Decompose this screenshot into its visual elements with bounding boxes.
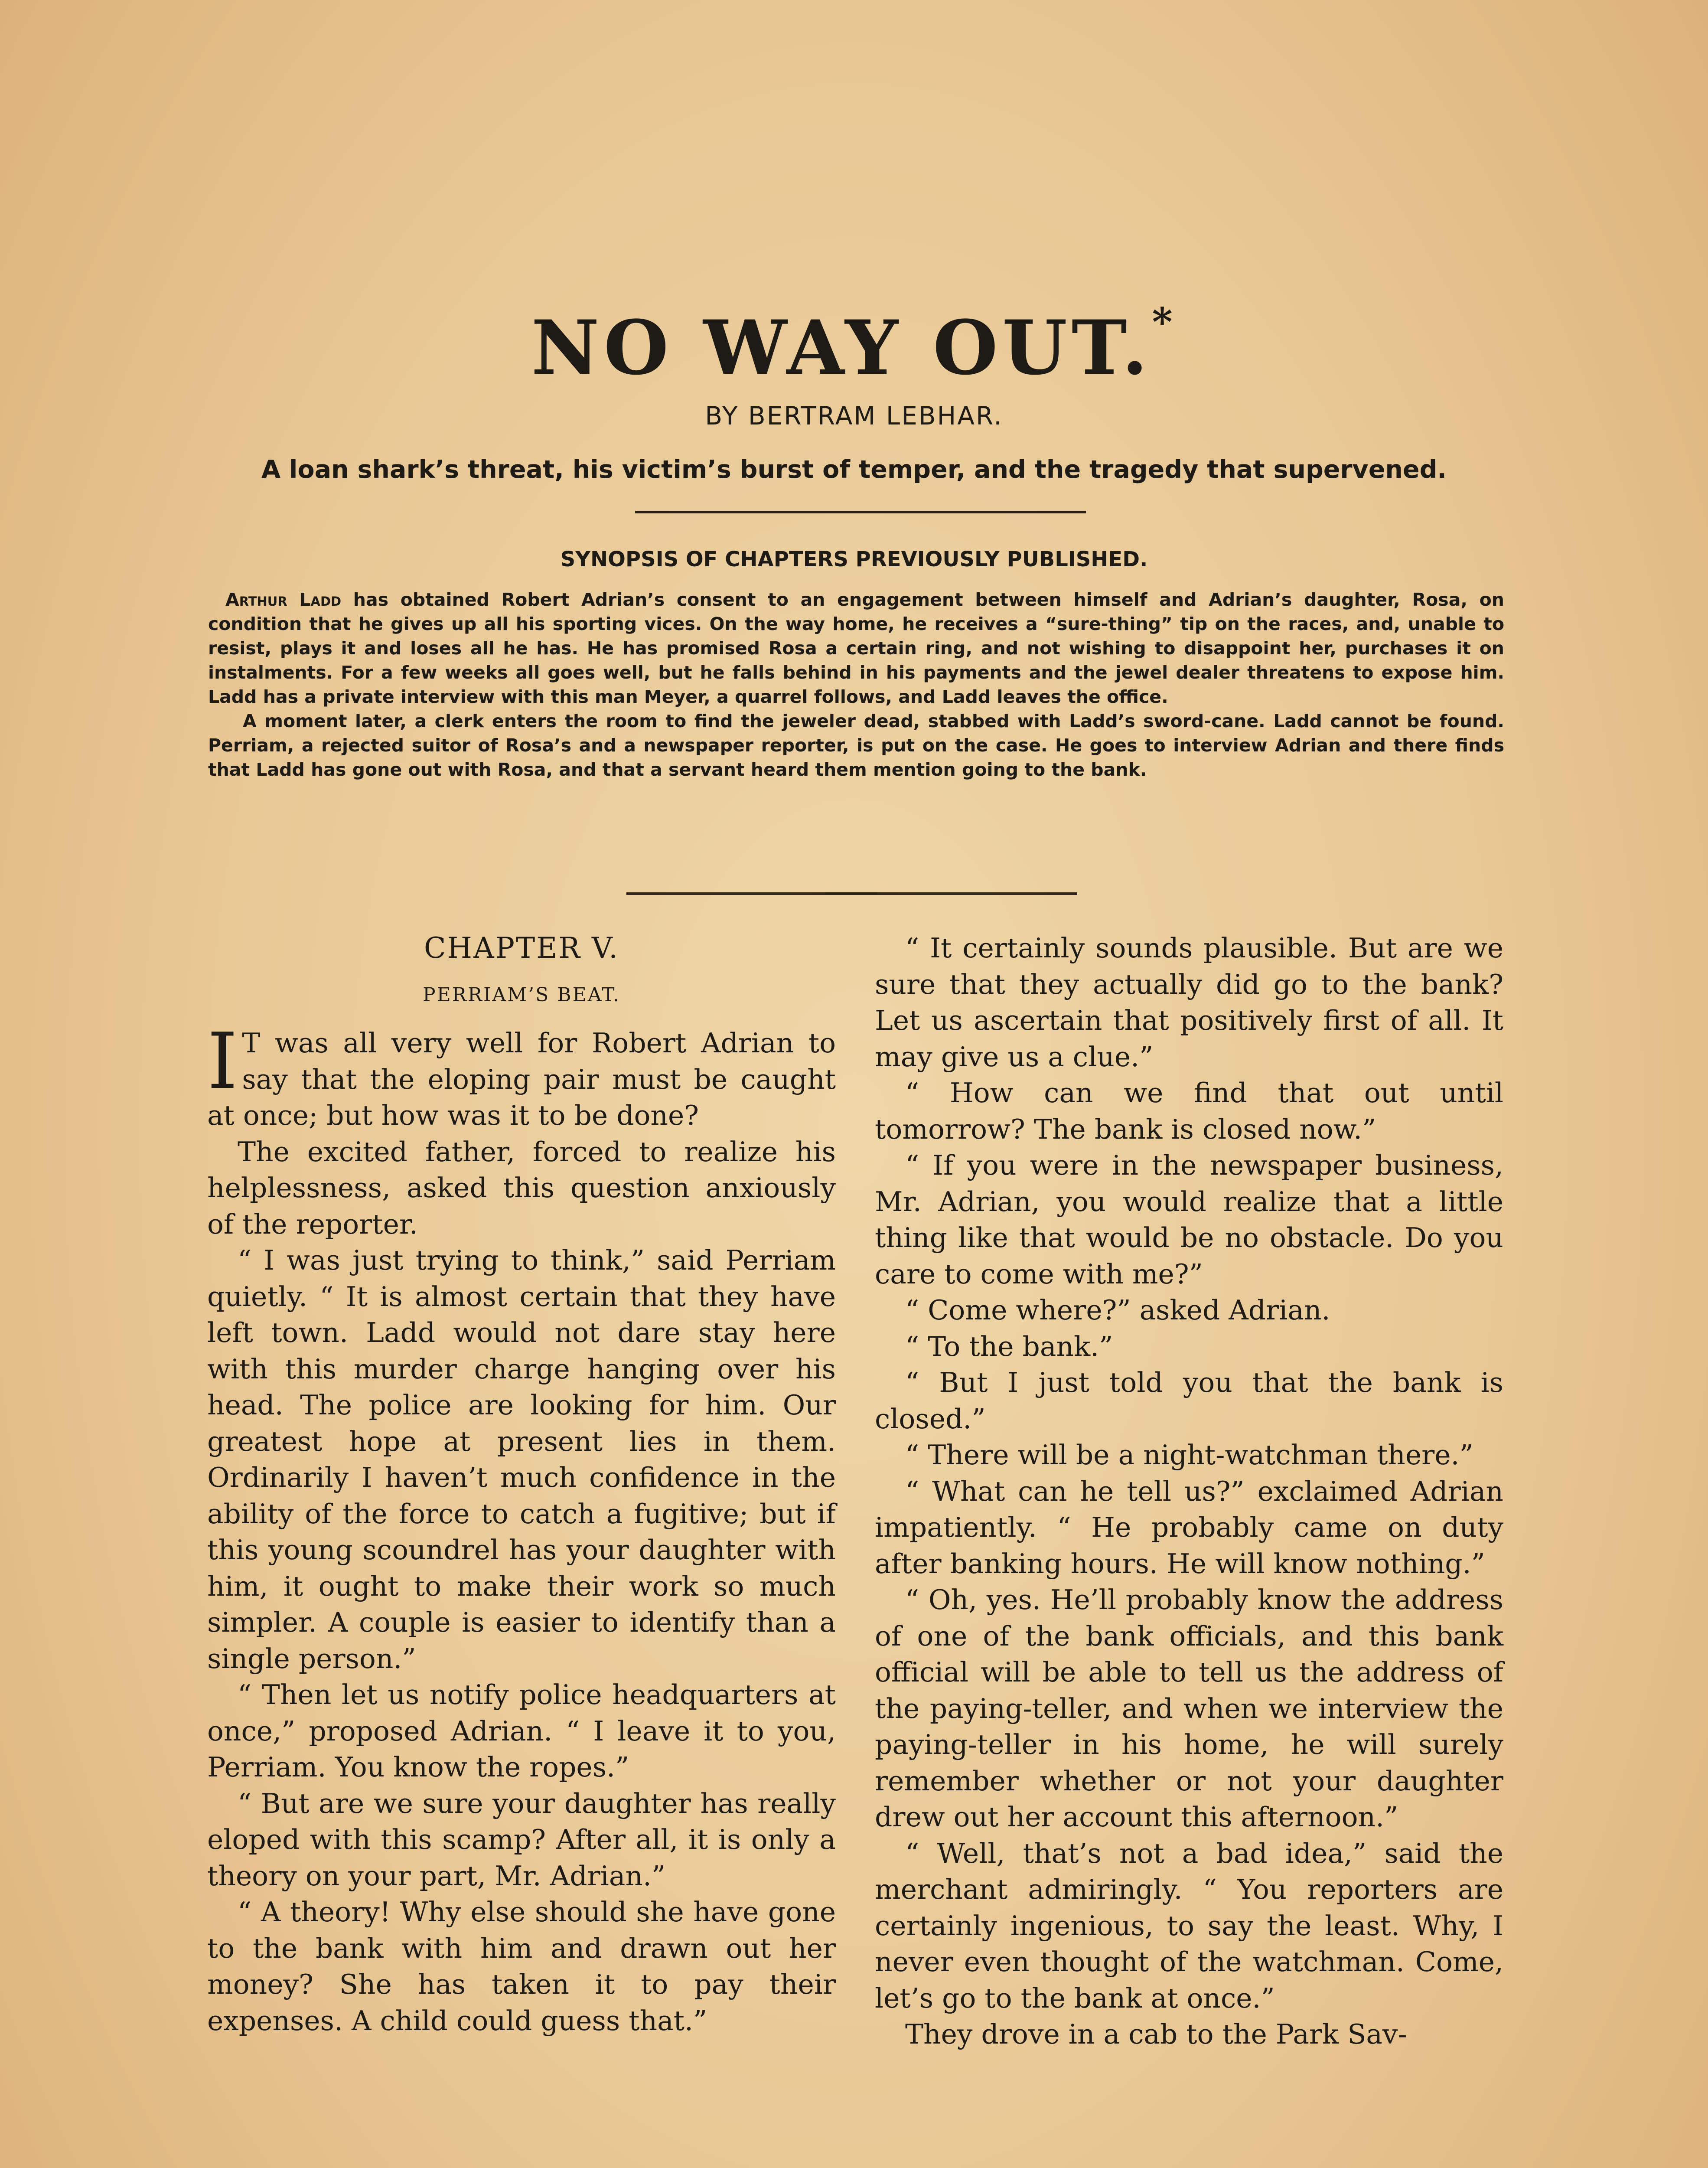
chapter-subtitle: PERRIAM’S BEAT. bbox=[423, 983, 620, 1006]
synopsis-heading: SYNOPSIS OF CHAPTERS PREVIOUSLY PUBLISHED. bbox=[560, 547, 1148, 571]
story-title: NO WAY OUT.* bbox=[531, 299, 1177, 392]
divider-rule bbox=[635, 511, 1086, 513]
paragraph: “ Oh, yes. He’ll probably know the address of one of the bank officials, and this bank official will be able to tell us the address of the paying-teller, and when we interview the paying-teller in his home, he will surely remember whether or not your daughter drew out her account this afternoon.” bbox=[875, 1584, 1503, 1833]
chapter-heading: CHAPTER V. bbox=[424, 931, 619, 965]
left-column bbox=[207, 930, 836, 2039]
paragraph: “ A theory! Why else should she have gone to the bank with him and drawn out her money? She has taken it to pay their expenses. A child could guess that.” bbox=[207, 1896, 836, 2037]
synopsis-paragraph: Arthur Ladd has obtained Robert Adrian’s consent to an engagement between himself and Adrian’s daughter, Rosa, on condition that he gives up all his sporting vices. On the way home, he receives a “sure-thing” tip on the races, and, unable to resist, plays it and loses all he has. He has promised Rosa a certain ring, and not wishing to disappoint her, purchases it on instalments. For a few weeks all goes well, but he falls behind in his payments and the jewel dealer threatens to expose him. Ladd has a private interview with this man Meyer, a quarrel follows, and Ladd leaves the office. bbox=[208, 589, 1504, 707]
paragraph: “ If you were in the newspaper business, Mr. Adrian, you would realize that a little thing like that would be no obstacle. Do you care to come with me?” bbox=[875, 1149, 1503, 1290]
paragraph: “ Then let us notify police headquarters at once,” proposed Adrian. “ I leave it to you, Perriam. You know the ropes.” bbox=[207, 1679, 836, 1783]
title-footnote-mark: * bbox=[1152, 299, 1177, 345]
divider-rule bbox=[626, 892, 1077, 895]
paragraph: “ Well, that’s not a bad idea,” said the merchant admiringly. “ You reporters are certainly ingenious, to say the least. Why, I never even thought of the watchman. Come, let’s go to the bank at once.” bbox=[875, 1837, 1503, 2014]
paragraph: The excited father, forced to realize his helplessness, asked this question anxiously of the reporter. bbox=[207, 1136, 836, 1240]
byline: BY BERTRAM LEBHAR. bbox=[705, 401, 1003, 431]
tagline: A loan shark’s threat, his victim’s burst of temper, and the tragedy that supervened. bbox=[261, 455, 1447, 484]
paragraph: “ Come where?” asked Adrian. bbox=[905, 1294, 1330, 1326]
paragraph: “ But are we sure your daughter has really eloped with this scamp? After all, it is only a theory on your part, Mr. Adrian.” bbox=[207, 1787, 836, 1892]
synopsis-lead-name: Arthur Ladd bbox=[225, 589, 342, 610]
paragraph: “ How can we find that out until tomorrow? The bank is closed now.” bbox=[875, 1077, 1503, 1145]
paragraph: “ There will be a night-watchman there.” bbox=[905, 1439, 1473, 1471]
paragraph: “ To the bank.” bbox=[905, 1330, 1113, 1362]
drop-cap: I bbox=[207, 1016, 238, 1106]
paragraph: “ It certainly sounds plausible. But are we sure that they actually did go to the bank? Let us ascertain that positively first of all. It may give us a clue.” bbox=[875, 932, 1503, 1073]
paragraph: “ What can he tell us?” exclaimed Adrian impatiently. “ He probably came on duty after banking hours. He will know nothing.” bbox=[875, 1475, 1503, 1580]
paragraph: I T was all very well for Robert Adrian to say that the eloping pair must be caught at once; but how was it to be done? bbox=[207, 1016, 836, 1131]
paragraph: They drove in a cab to the Park Sav- bbox=[905, 2018, 1407, 2050]
paragraph: “ But I just told you that the bank is closed.” bbox=[875, 1367, 1503, 1435]
synopsis-paragraph: A moment later, a clerk enters the room to find the jeweler dead, stabbed with Ladd’s sword-cane. Ladd cannot be found. Perriam, a rejected suitor of Rosa’s and a newspaper reporter, is put on the case. He goes to interview Adrian and there finds that Ladd has gone out with Rosa, and that a servant heard them mention going to the bank. bbox=[208, 711, 1504, 780]
synopsis-text bbox=[208, 588, 1504, 782]
right-column bbox=[875, 930, 1503, 2053]
paragraph: “ I was just trying to think,” said Perriam quietly. “ It is almost certain that they have left town. Ladd would not dare stay here with this murder charge hanging over his head. The police are looking for him. Our greatest hope at present lies in them. Ordinarily I haven’t much confidence in the ability of the force to catch a fugitive; but if this young scoundrel has your daughter with him, it ought to make their work so much simpler. A couple is easier to identify than a single person.” bbox=[207, 1244, 836, 1675]
